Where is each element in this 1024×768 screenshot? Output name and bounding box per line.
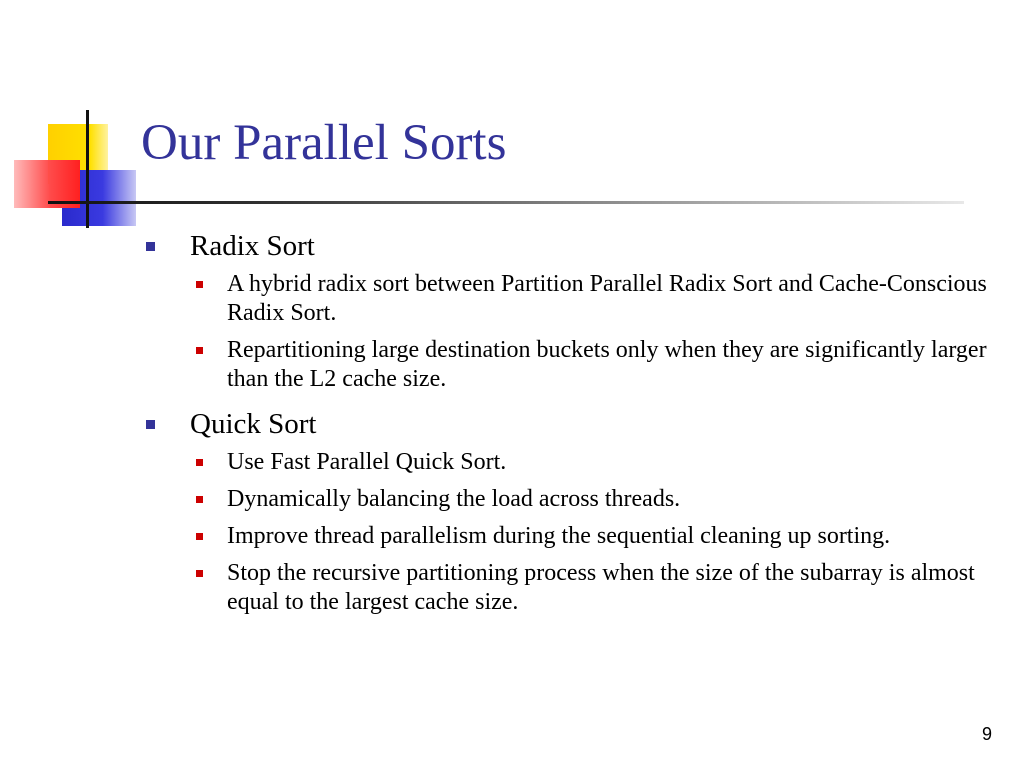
sub-bullet-text: A hybrid radix sort between Partition Parallel Radix Sort and Cache-Conscious Radix Sort. — [227, 271, 987, 326]
bullet-text: Radix Sort — [190, 230, 315, 262]
sub-bullet-text: Repartitioning large destination buckets only when they are significantly larger than the L2 cache size. — [227, 337, 987, 392]
sub-bullet-text: Use Fast Parallel Quick Sort. — [227, 449, 507, 475]
sub-bullet — [190, 336, 1000, 394]
sub-bullet — [190, 270, 1000, 328]
bullet-quick-sort — [140, 404, 1000, 444]
square-bullet-icon — [196, 570, 203, 577]
sub-bullet-text: Improve thread parallelism during the sequential cleaning up sorting. — [227, 523, 891, 549]
slide-content — [140, 226, 1000, 627]
sub-bullet — [190, 485, 1000, 514]
square-bullet-icon — [146, 242, 155, 251]
square-bullet-icon — [196, 533, 203, 540]
bullet-group-radix — [140, 226, 1000, 394]
logo-vertical-line — [86, 110, 89, 228]
sub-bullet — [190, 522, 1000, 551]
bullet-group-quick — [140, 404, 1000, 617]
square-bullet-icon — [196, 347, 203, 354]
page-number: 9 — [981, 724, 992, 744]
square-bullet-icon — [196, 496, 203, 503]
sub-bullet-text: Stop the recursive partitioning process when the size of the subarray is almost equal to the largest cache size. — [227, 560, 975, 615]
bullet-text: Quick Sort — [190, 408, 317, 440]
square-bullet-icon — [196, 459, 203, 466]
sub-bullet-text: Dynamically balancing the load across threads. — [227, 486, 681, 512]
slide-title: Our Parallel Sorts — [141, 115, 507, 171]
title-underline — [48, 201, 964, 204]
sub-bullet — [190, 559, 1000, 617]
square-bullet-icon — [146, 420, 155, 429]
bullet-radix-sort — [140, 226, 1000, 266]
sub-bullet — [190, 448, 1000, 477]
square-bullet-icon — [196, 281, 203, 288]
